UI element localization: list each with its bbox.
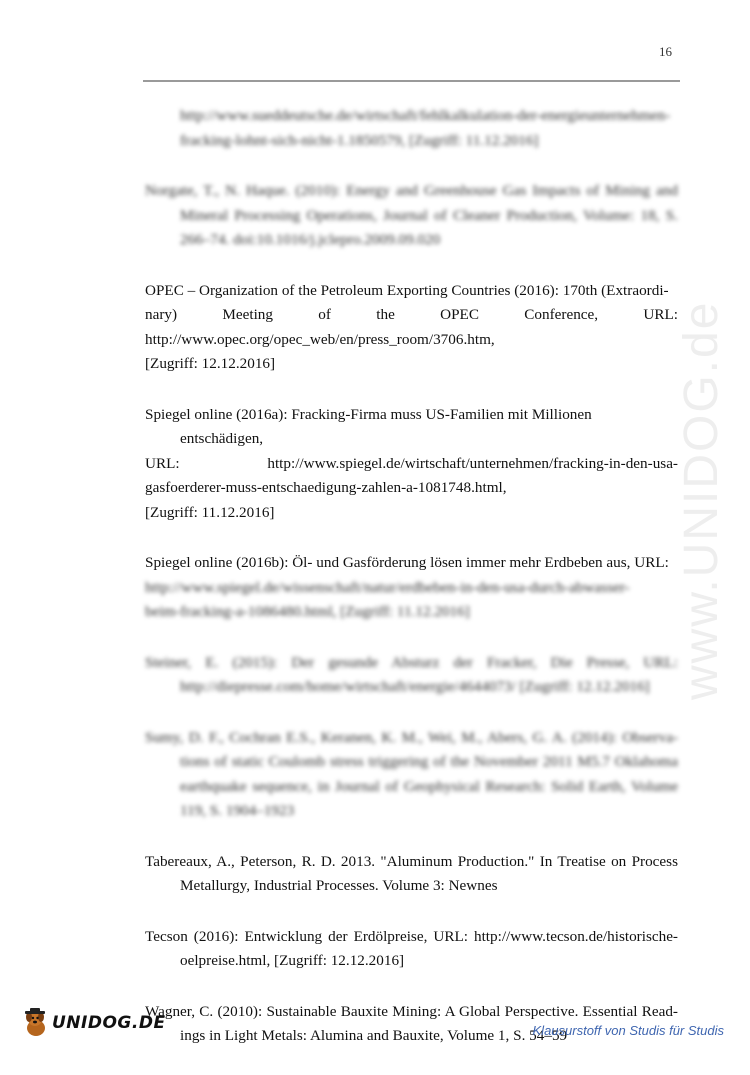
header-rule [143,80,680,82]
reference-line: [Zugriff: 11.12.2016] [145,503,275,521]
reference-line: nary) Meeting of the OPEC Conference, URL: [145,306,678,323]
reference-spiegel-a [145,403,678,526]
dog-mascot-icon [22,1008,50,1038]
logo-text: UNIDOG.DE [52,1013,166,1033]
reference-line: Metallurgy, Industrial Processes. Volume 3: Newnes [180,877,498,894]
reference-line: Mineral Processing Operations, Journal of Cleaner Production, Volume: 18, S. [180,206,678,224]
reference-line: fracking-lohnt-sich-nicht-1.1850579, [Zugriff: 11.12.2016] [180,131,539,149]
reference-line: tions of static Coulomb stress triggering of the November 2011 M5.7 Oklahoma [180,753,678,770]
reference-blurred-intro [145,104,678,153]
reference-tecson [145,925,678,974]
page-number: 16 [659,44,672,59]
reference-line: URL: http://www.spiegel.de/wirtschaft/unternehmen/fracking-in-den-usa- [145,454,678,472]
reference-line: Wagner, C. (2010): Sustainable Bauxite Mining: A Global Perspective. Essential Read- [145,1002,678,1020]
reference-list [145,104,678,1075]
reference-sumy [145,726,678,824]
reference-line: http://diepresse.com/home/wirtschaft/energie/4644073/ [Zugriff: 12.12.2016] [180,678,650,695]
reference-line: OPEC – Organization of the Petroleum Exporting Countries (2016): 170th (Extraordi- [145,281,669,299]
reference-line: Steiner, E. (2015): Der gesunde Absturz der Fracker, Die Presse, URL: [145,653,678,671]
reference-line: beim-fracking-a-1086480.html, [Zugriff: 11.12.2016] [145,603,470,620]
reference-line: Sumy, D. F., Cochran E.S., Keranen, K. M., Wei, M., Abers, G. A. (2014): Observa- [145,728,678,746]
reference-line: http://www.opec.org/opec_web/en/press_room/3706.htm, [145,330,495,348]
reference-line: earthquake sequence, in Journal of Geophysical Research: Solid Earth, Volume [180,777,678,795]
reference-line: http://www.spiegel.de/wissenschaft/natur/erdbeben-in-den-usa-durch-abwasser- [145,578,630,596]
reference-line: Tecson (2016): Entwicklung der Erdölpreise, URL: http://www.tecson.de/historische- [145,927,678,945]
reference-line: http://www.sueddeutsche.de/wirtschaft/fehlkalkulation-der-energieunternehmen- [180,107,671,124]
reference-tabereaux [145,850,678,899]
reference-line: oelpreise.html, [Zugriff: 12.12.2016] [180,952,405,969]
reference-line: 266–74. doi:10.1016/j.jclepro.2009.09.020 [180,231,441,248]
reference-line: Tabereaux, A., Peterson, R. D. 2013. "Aluminum Production." In Treatise on Process [145,852,678,870]
reference-line: ings in Light Metals: Alumina and Bauxite, Volume 1, S. 54–59 [180,1027,568,1044]
reference-line: [Zugriff: 12.12.2016] [145,355,276,372]
reference-spiegel-b [145,551,678,625]
reference-line: gasfoerderer-muss-entschaedigung-zahlen-a-1081748.html, [145,479,507,496]
reference-steiner [145,651,678,700]
reference-line: Norgate, T., N. Haque. (2010): Energy and Greenhouse Gas Impacts of Mining and [145,182,678,199]
unidog-logo[interactable] [22,1008,166,1038]
footer-tagline: Klausurstoff von Studis für Studis [532,1023,724,1038]
watermark: www.UNIDOG.de [675,300,728,700]
reference-norgate [145,179,678,253]
reference-line: Spiegel online (2016b): Öl- und Gasförderung lösen immer mehr Erdbeben aus, URL: [145,554,669,571]
reference-line: 119, S. 1904–1923 [180,802,295,819]
reference-opec [145,279,678,377]
reference-line: Spiegel online (2016a): Fracking-Firma muss US-Familien mit Millionen entschädigen, [145,405,592,447]
